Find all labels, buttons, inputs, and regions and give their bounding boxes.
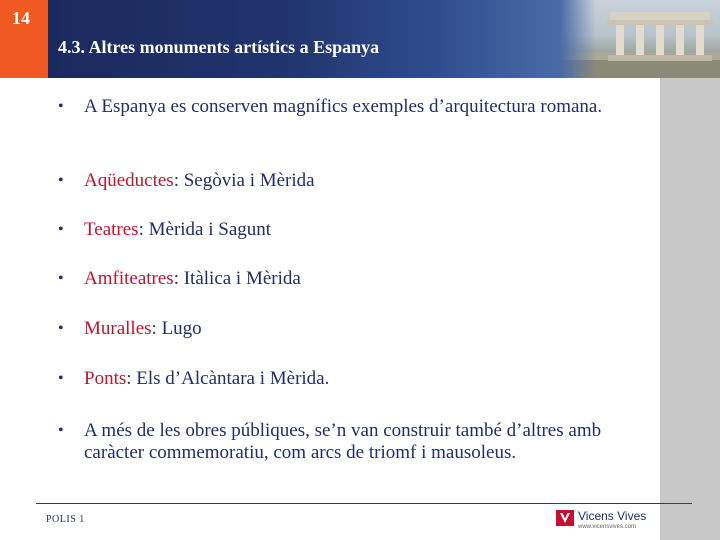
vicens-vives-logo-icon [556, 510, 574, 526]
slide-number: 14 [12, 8, 30, 28]
bullet-keyword: Muralles [84, 318, 152, 339]
publisher-logo [556, 507, 656, 533]
bullet-dot-icon: • [58, 320, 64, 337]
bullet-item [58, 268, 648, 290]
footer-label: POLIS 1 [46, 514, 85, 525]
bullet-keyword: Amfiteatres [84, 268, 174, 289]
bullet-text: A més de les obres públiques, se’n van construir també d’altres amb caràcter commemoratiu, com arcs de triomf i mausoleus. [84, 420, 602, 463]
bullet-dot-icon: • [58, 172, 64, 189]
bullet-dot-icon: • [58, 270, 64, 287]
bullet-dot-icon: • [58, 370, 64, 387]
slide-title: 4.3. Altres monuments artístics a Espanya [58, 37, 380, 57]
bullet-keyword: Teatres [84, 219, 139, 240]
bullet-dot-icon: • [58, 221, 64, 238]
bullet-dot-icon: • [58, 422, 64, 439]
bullet-item [58, 96, 648, 118]
bullet-text: : Itàlica i Mèrida [173, 268, 301, 289]
bullet-item [58, 170, 648, 192]
bullet-text: : Els d’Alcàntara i Mèrida. [126, 368, 330, 389]
bullet-item [58, 318, 648, 340]
bullet-item [58, 420, 648, 464]
bullet-text: : Lugo [151, 318, 202, 339]
bullet-text: : Segòvia i Mèrida [173, 170, 315, 191]
brand-name: Vicens Vives [578, 509, 647, 523]
bullet-item [58, 368, 648, 390]
bullet-item [58, 219, 648, 241]
footer-divider [36, 503, 692, 504]
bullet-keyword: Ponts [84, 368, 127, 389]
bullet-text: A Espanya es conserven magnífics exemples d’arquitectura romana. [84, 96, 603, 117]
bullet-keyword: Aqüeductes [84, 170, 174, 191]
bullet-text: : Mèrida i Sagunt [138, 219, 272, 240]
bullet-dot-icon: • [58, 98, 64, 115]
right-rail [660, 78, 720, 540]
brand-url: www.vicensvives.com [578, 524, 637, 530]
